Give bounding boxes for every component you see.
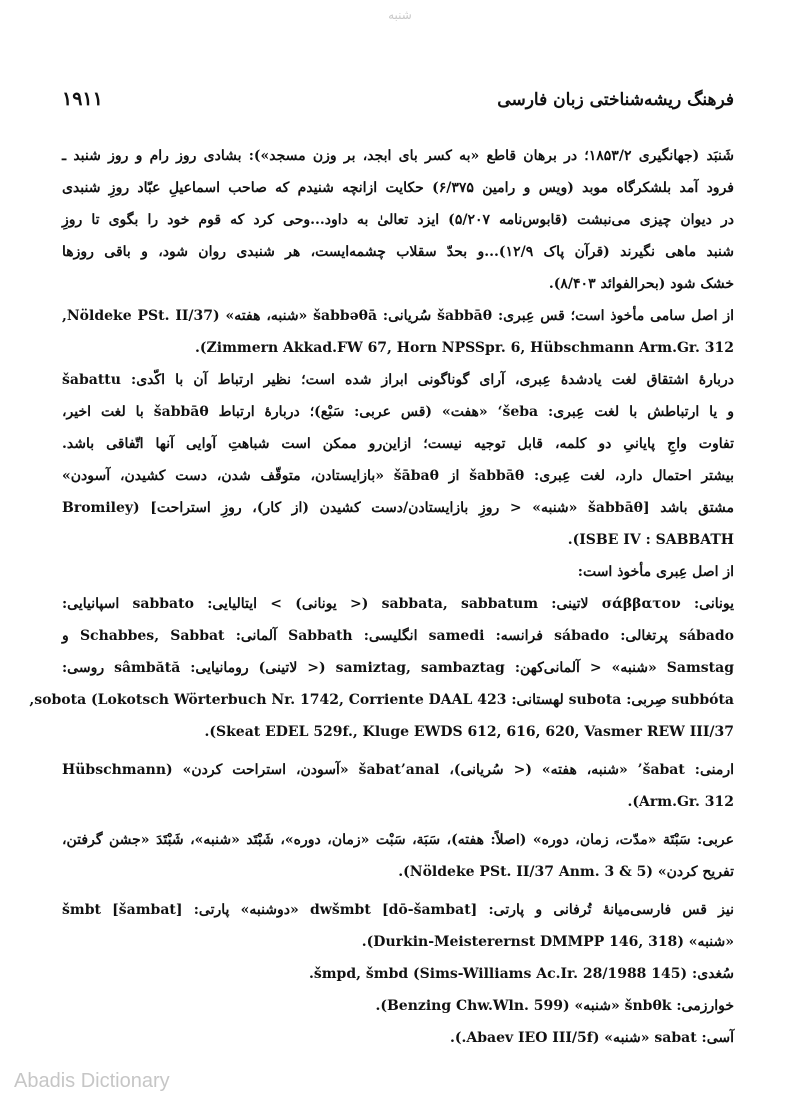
text-line: تفریح کردن» (Nöldeke PSt. II/37 Anm. 3 & 5). bbox=[398, 864, 734, 880]
text-line: شنبد ماهی نگیرند (قرآن پاک ۱۲/۹)...و بحدّ سقلاب چشمه‌ایست، هر شنبدی روان شود، و باقی روزها bbox=[62, 244, 734, 260]
text-line: فرود آمد بلشکرگاه موبد (ویس و رامین ۶/۳۷۵) حکایت ازانچه شنیدم که صاحب اسماعیلِ عبّاد روزِ شنبدی bbox=[62, 180, 734, 196]
text-line: خشک شود (بحرالفوائد ۸/۴۰۳). bbox=[548, 276, 734, 292]
text-line: Arm.Gr. 312). bbox=[627, 794, 734, 810]
source-word: شنبه bbox=[388, 8, 412, 22]
text-line: بیشتر احتمال دارد، لغت عِبری: šabbāθ از šābaθ «بازایستادن، متوقّف شدن، دست کشیدن، آسودن» bbox=[62, 468, 735, 484]
text-line: Zimmern Akkad.FW 67, Horn NPSSpr. 6, Hübschmann Arm.Gr. 312). bbox=[195, 340, 734, 356]
text-line: تفاوت واجِ پایانیِ دو کلمه، قابل توجیه نیست؛ ازاین‌رو ممکن است شباهتِ آوایی آنها اتّفاقی باشد. bbox=[62, 436, 734, 452]
watermark: Abadis Dictionary bbox=[14, 1070, 170, 1092]
page-number: ۱۹۱۱ bbox=[62, 88, 103, 110]
book-title: فرهنگ ریشه‌شناختی زبان فارسی bbox=[497, 90, 734, 110]
text-line: Samstag «شنبه» < آلمانی‌کهن: samiztag, sambaztag (< لاتینی) رومانیایی: sâmbătă روسی: bbox=[62, 660, 735, 676]
text-line: «شنبه» (Durkin-Meisterernst DMMPP 146, 318). bbox=[361, 934, 734, 950]
text-line: دربارهٔ اشتقاق لغت یادشدهٔ عِبری، آرای گوناگونی ابراز شده است؛ نظیر ارتباط آن با اکّدی: šabattu bbox=[62, 372, 734, 388]
text-line: سُغدی: šmpd, šmbd (Sims-Williams Ac.Ir. 28/1988 145). bbox=[308, 966, 734, 982]
text-line: یونانی: σάββατον لاتینی: sabbata, sabbatum (< یونانی) > ایتالیایی: sabbato اسپانیایی: bbox=[62, 596, 735, 612]
text-line: Skeat EDEL 529f., Kluge EWDS 612, 616, 620, Vasmer REW III/37). bbox=[204, 724, 734, 740]
text-line: خوارزمی: šnbθk «شنبه» (Benzing Chw.Wln. 599). bbox=[375, 998, 734, 1014]
text-line: ارمنی: šabat’ «شنبه، هفته» (< سُریانی)، šabat’anal «آسودن، استراحت کردن» (Hübschmann bbox=[62, 762, 734, 778]
text-line: ISBE IV : SABBATH). bbox=[567, 532, 734, 548]
text-line: شَنبَد (جهانگیری ۱۸۵۳/۲؛ در برهان قاطع «به کسر بای ابجد، بر وزن مسجد»): بشادی روز رام و روز شنبد ـ bbox=[62, 148, 734, 164]
text-line: نیز قس فارسی‌میانهٔ تُرفانی و پارتی: [dō-šambat] dwšmbt «دوشنبه» پارتی: šmbt [šambat] bbox=[62, 902, 735, 918]
text-line: subbóta صِربی: subota لهستانی: sobota (Lokotsch Wörterbuch Nr. 1742, Corriente DAAL 423, bbox=[29, 692, 734, 708]
text-line: از اصل عِبری مأخوذ است: bbox=[577, 564, 734, 580]
text-line: آسی: sabat «شنبه» (Abaev IEO III/5f.). bbox=[449, 1030, 734, 1046]
text-line: در دیوان چیزی می‌نبشت (قابوس‌نامه ۵/۲۰۷) ایزد تعالیٰ به داود...وحی کرد که قوم خود را بگوی تا روزِ bbox=[62, 212, 734, 228]
text-line: عربی: سَبْتَة «مدّت، زمان، دوره» (اصلاً: هفته)، سَبَة، سَبْت «زمان، دوره»، شَبْتَد «شنبه»، شَبْتَدَ «جشن گرفتن، bbox=[62, 832, 734, 848]
page-header bbox=[62, 88, 734, 114]
text-line: از اصل سامی مأخوذ است؛ قس عِبری: šabbāθ سُریانی: šabbəθā «شنبه، هفته» (Nöldeke PSt. II/37, bbox=[62, 308, 734, 324]
text-line: و یا ارتباطش با لغت عِبری: ʻšeba «هفت» (قس عربی: سَبْع)؛ دربارهٔ ارتباط šabbāθ با لغت اخیر، bbox=[62, 404, 734, 420]
dictionary-entry bbox=[29, 140, 735, 1054]
text-line: sábado پرتغالی: sábado فرانسه: samedi انگلیسی: Sabbath آلمانی: Schabbes, Sabbat و bbox=[62, 628, 735, 644]
text-line: مشتق باشد [šabbāθ «شنبه» < روزِ بازایستادن/دست کشیدن (از کار)، روزِ استراحت] (Bromiley bbox=[62, 500, 734, 516]
